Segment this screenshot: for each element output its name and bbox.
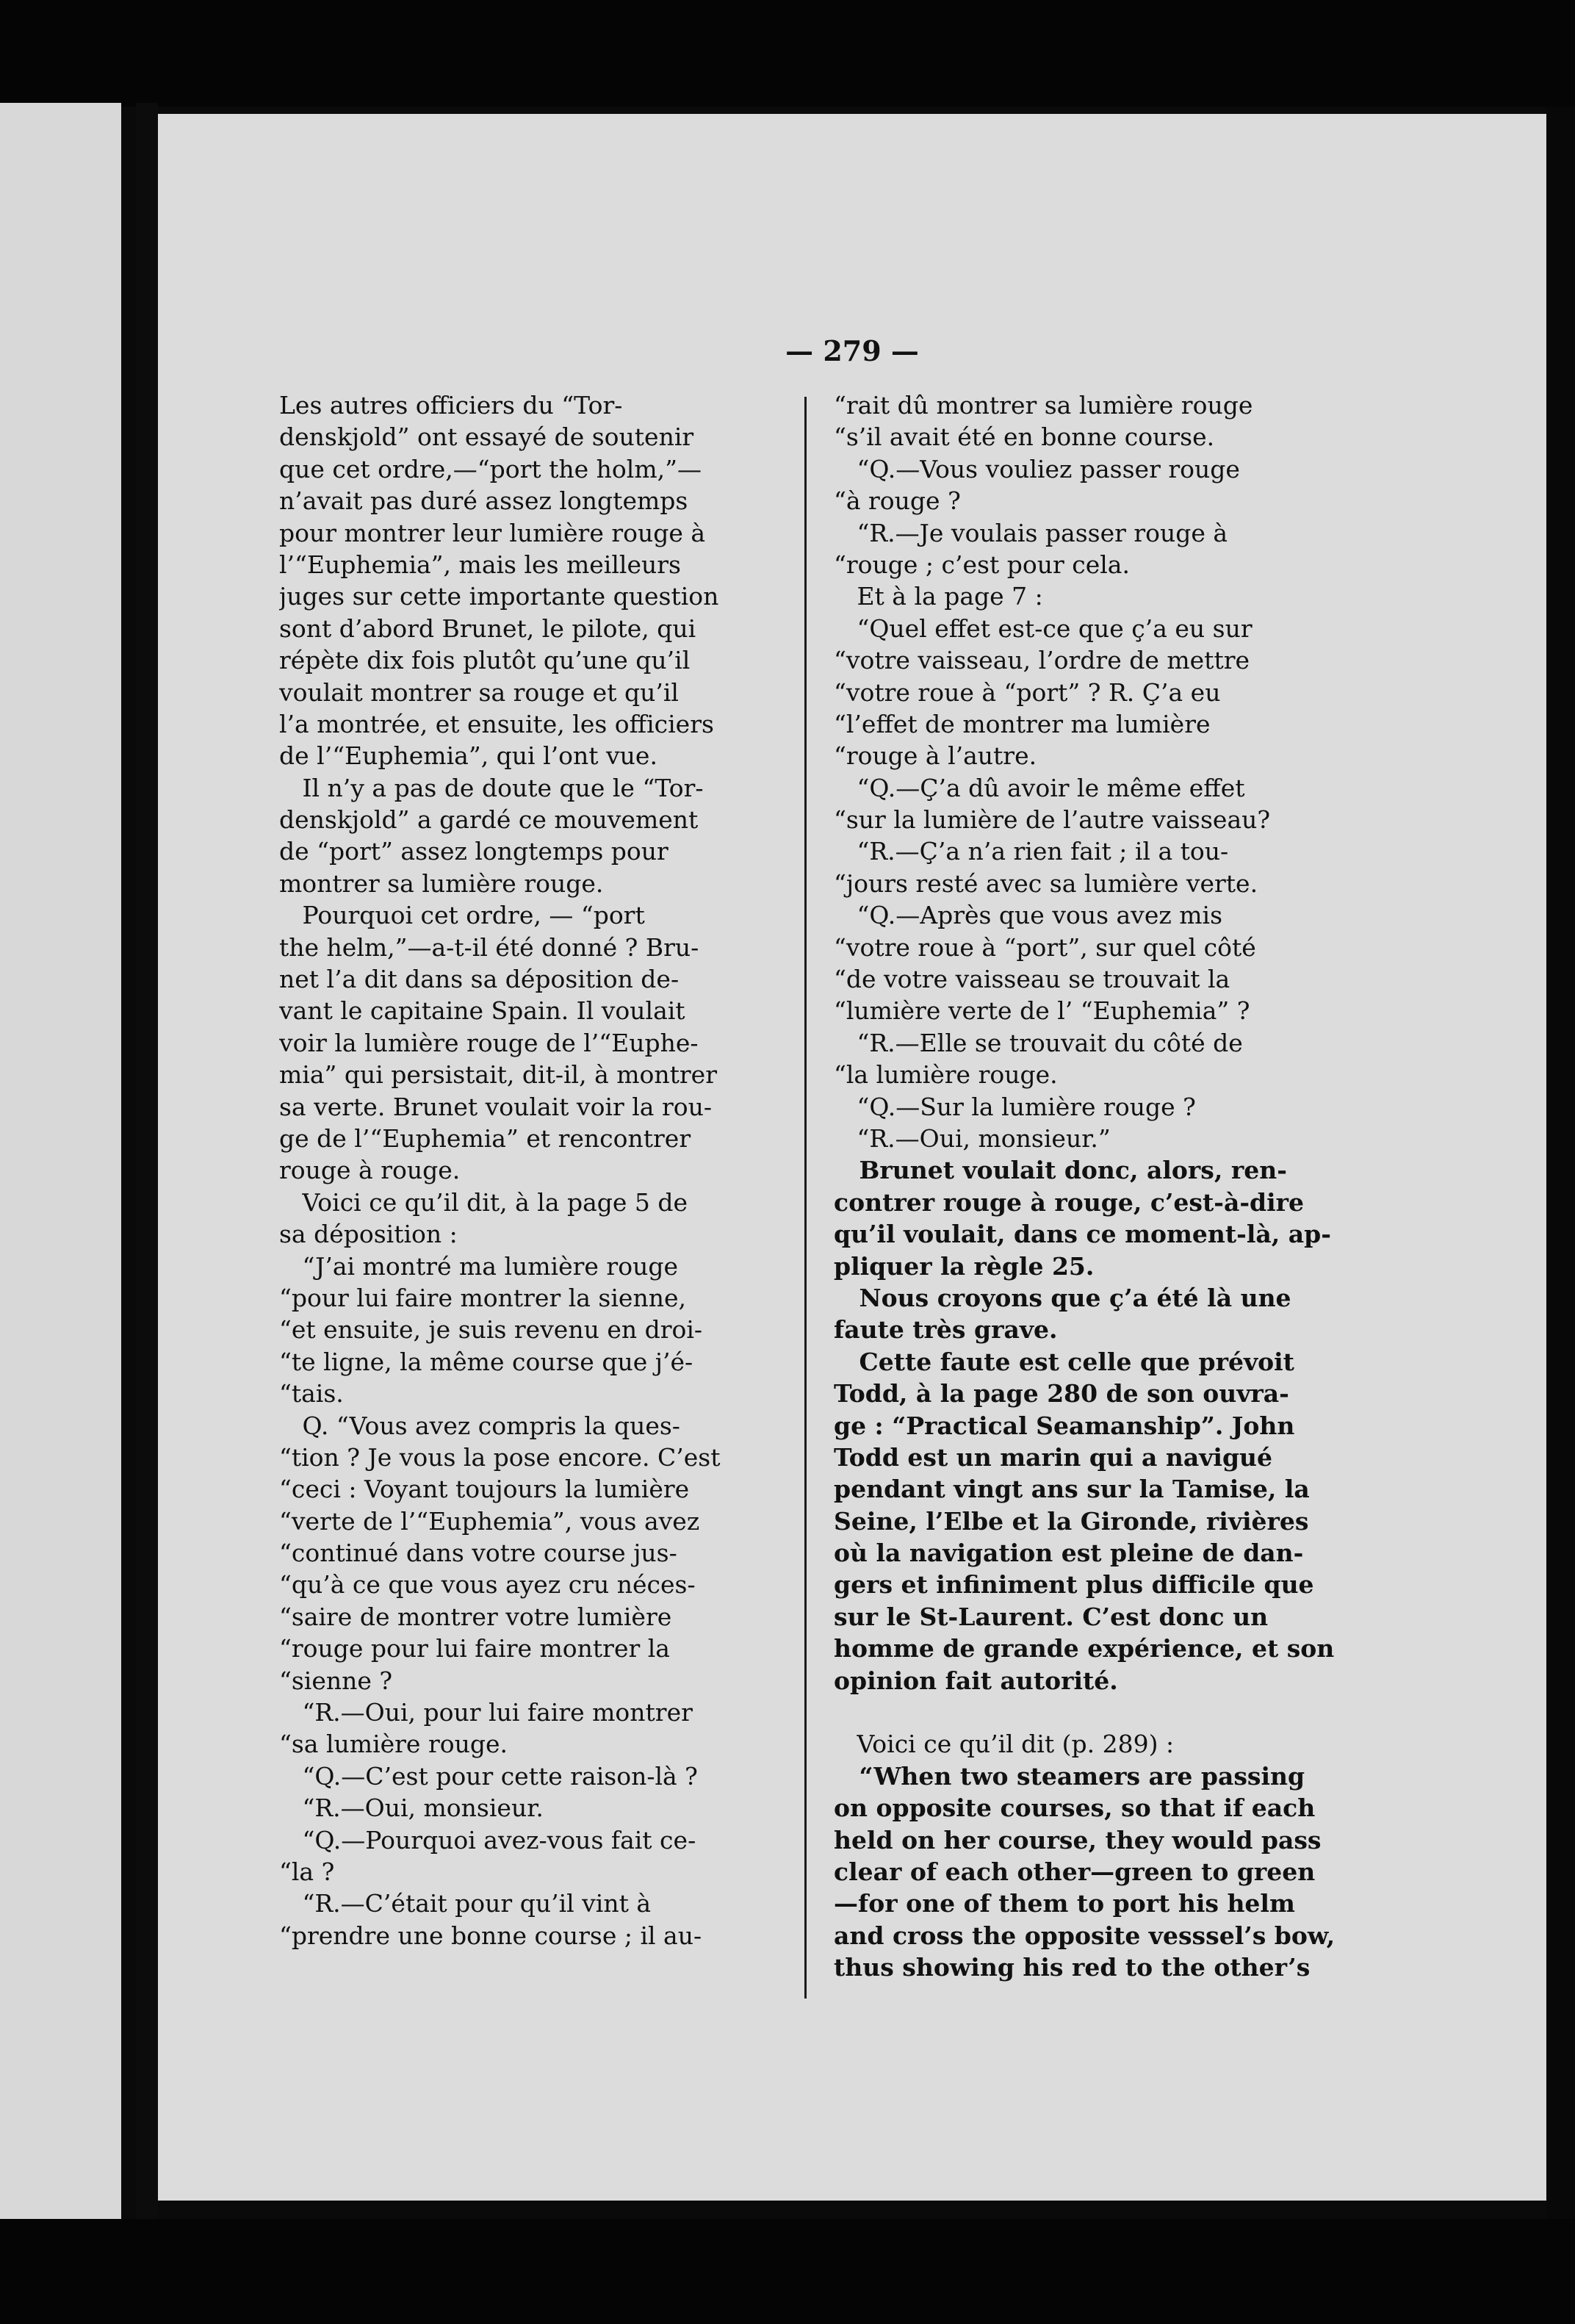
text-line: “tais. (279, 1379, 344, 1409)
text-line: “à rouge ? (834, 486, 961, 516)
text-line: “pour lui faire montrer la sienne, (279, 1283, 686, 1312)
text-line: —for one of them to port his helm (834, 1889, 1295, 1918)
text-line: “Q.—Ç’a dû avoir le même effet (834, 773, 1245, 802)
text-line: “saire de montrer votre lumière (279, 1602, 672, 1631)
text-line: “rouge à l’autre. (834, 741, 1037, 771)
text-line: clear of each other—green to green (834, 1857, 1316, 1886)
text-line: opinion fait autorité. (834, 1666, 1118, 1695)
text-line: pour montrer leur lumière rouge à (279, 518, 706, 547)
film-border-right (1546, 107, 1575, 2223)
text-line: montrer sa lumière rouge. (279, 868, 604, 898)
text-line: “Q.—Après que vous avez mis (834, 901, 1223, 930)
text-line: “R.—C’était pour qu’il vint à (279, 1889, 652, 1918)
text-line: sont d’abord Brunet, le pilote, qui (279, 614, 696, 643)
text-line: “votre vaisseau, l’ordre de mettre (834, 646, 1250, 675)
text-line: n’avait pas duré assez longtemps (279, 486, 688, 516)
text-line: vant le capitaine Spain. Il voulait (279, 996, 685, 1026)
film-border-bottom (0, 2219, 1575, 2324)
text-line: “tion ? Je vous la pose encore. C’est (279, 1442, 721, 1472)
text-line: Todd, à la page 280 de son ouvra- (834, 1379, 1289, 1409)
text-line: “continué dans votre course jus- (279, 1539, 677, 1568)
text-line: “votre roue à “port” ? R. Ç’a eu (834, 677, 1221, 707)
left-page-strip (0, 103, 121, 2219)
text-line: “de votre vaisseau se trouvait la (834, 965, 1230, 994)
text-line: Cette faute est celle que prévoit (834, 1347, 1294, 1376)
text-line: “sa lumière rouge. (279, 1730, 508, 1759)
text-line: où la navigation est pleine de dan- (834, 1539, 1304, 1568)
text-line: “R.—Oui, pour lui faire montrer (279, 1698, 693, 1727)
text-line: “R.—Oui, monsieur. (279, 1794, 544, 1823)
text-line: “Q.—C’est pour cette raison-là ? (279, 1761, 698, 1791)
text-line: “votre roue à “port”, sur quel côté (834, 932, 1256, 962)
text-line: pliquer la règle 25. (834, 1251, 1095, 1281)
right-text-column (834, 389, 1377, 1984)
text-line: Les autres officiers du “Tor- (279, 391, 623, 420)
text-line: Seine, l’Elbe et la Gironde, rivières (834, 1506, 1309, 1536)
text-line: “Quel effet est-ce que ç’a eu sur (834, 614, 1253, 643)
text-line: Voici ce qu’il dit, à la page 5 de (279, 1187, 688, 1217)
film-border-top (0, 0, 1575, 107)
text-line (834, 1697, 1377, 1728)
text-line: on opposite courses, so that if each (834, 1794, 1316, 1823)
text-line: “rouge pour lui faire montrer la (279, 1634, 670, 1663)
text-line: thus showing his red to the other’s (834, 1953, 1311, 1982)
page-number: — 279 — (785, 334, 919, 367)
text-line: net l’a dit dans sa déposition de- (279, 965, 680, 994)
text-line: Brunet voulait donc, alors, ren- (834, 1156, 1287, 1185)
text-line: “rouge ; c’est pour cela. (834, 550, 1130, 579)
text-line: “J’ai montré ma lumière rouge (279, 1251, 678, 1281)
text-line: Pourquoi cet ordre, — “port (279, 901, 645, 930)
text-line: “la lumière rouge. (834, 1060, 1058, 1090)
text-line: qu’il voulait, dans ce moment-là, ap- (834, 1220, 1331, 1249)
text-line: voulait montrer sa rouge et qu’il (279, 677, 679, 707)
text-line: “prendre une bonne course ; il au- (279, 1921, 702, 1950)
text-line: “R.—Elle se trouvait du côté de (834, 1028, 1243, 1057)
text-line: “sur la lumière de l’autre vaisseau? (834, 805, 1271, 835)
text-line: “verte de l’“Euphemia”, vous avez (279, 1506, 700, 1536)
text-line: the helm,”—a-t-il été donné ? Bru- (279, 932, 699, 962)
text-line: ge : “Practical Seamanship”. John (834, 1411, 1295, 1440)
text-line: denskjold” ont essayé de soutenir (279, 422, 694, 452)
text-line: “R.—Je voulais passer rouge à (834, 518, 1228, 547)
text-line: l’a montrée, et ensuite, les officiers (279, 709, 714, 738)
text-line: répète dix fois plutôt qu’une qu’il (279, 646, 691, 675)
text-line: and cross the opposite vesssel’s bow, (834, 1921, 1336, 1950)
text-line: Nous croyons que ç’a été là une (834, 1283, 1291, 1312)
text-line: sa déposition : (279, 1220, 458, 1249)
text-line: denskjold” a gardé ce mouvement (279, 805, 699, 835)
text-line: pendant vingt ans sur la Tamise, la (834, 1475, 1310, 1504)
text-line: “When two steamers are passing (834, 1761, 1305, 1791)
text-line: contrer rouge à rouge, c’est-à-dire (834, 1187, 1305, 1217)
text-line: “jours resté avec sa lumière verte. (834, 868, 1258, 898)
text-line: sa verte. Brunet voulait voir la rou- (279, 1092, 713, 1121)
text-line: juges sur cette importante question (279, 582, 719, 611)
text-line: “rait dû montrer sa lumière rouge (834, 391, 1253, 420)
text-line: mia” qui persistait, dit-il, à montrer (279, 1060, 717, 1090)
text-line: de l’“Euphemia”, qui l’ont vue. (279, 741, 657, 771)
text-line: homme de grande expérience, et son (834, 1634, 1335, 1663)
text-line: “la ? (279, 1857, 335, 1886)
text-line: “s’il avait été en bonne course. (834, 422, 1215, 452)
text-line: faute très grave. (834, 1315, 1058, 1345)
text-line: “R.—Oui, monsieur.” (834, 1123, 1111, 1153)
text-line: ge de l’“Euphemia” et rencontrer (279, 1123, 691, 1153)
text-line: sur le St-Laurent. C’est donc un (834, 1602, 1269, 1631)
text-line: “l’effet de montrer ma lumière (834, 709, 1211, 738)
book-spine-shadow (136, 103, 158, 2219)
text-line: Q. “Vous avez compris la ques- (279, 1411, 680, 1440)
text-line: voir la lumière rouge de l’“Euphe- (279, 1028, 699, 1057)
text-line: Voici ce qu’il dit (p. 289) : (834, 1730, 1175, 1759)
text-line: held on her course, they would pass (834, 1825, 1322, 1854)
text-line: “R.—Ç’a n’a rien fait ; il a tou- (834, 837, 1229, 866)
text-line: “Q.—Sur la lumière rouge ? (834, 1092, 1196, 1121)
text-line: “sienne ? (279, 1666, 393, 1695)
text-line: rouge à rouge. (279, 1156, 461, 1185)
text-line: Il n’y a pas de doute que le “Tor- (279, 773, 704, 802)
text-line: que cet ordre,—“port the holm,”— (279, 454, 702, 483)
book-page (158, 114, 1546, 2201)
text-line: “Q.—Pourquoi avez-vous fait ce- (279, 1825, 696, 1854)
text-line: Et à la page 7 : (834, 582, 1043, 611)
text-line: “Q.—Vous vouliez passer rouge (834, 454, 1240, 483)
text-line: l’“Euphemia”, mais les meilleurs (279, 550, 681, 579)
text-line: “qu’à ce que vous ayez cru néces- (279, 1570, 696, 1600)
text-line: de “port” assez longtemps pour (279, 837, 668, 866)
text-line: Todd est un marin qui a navigué (834, 1442, 1273, 1472)
text-line: “te ligne, la même course que j’é- (279, 1347, 693, 1376)
text-line: “ceci : Voyant toujours la lumière (279, 1475, 690, 1504)
left-text-column (279, 389, 812, 1951)
text-line: gers et infiniment plus difficile que (834, 1570, 1314, 1600)
text-line: “lumière verte de l’ “Euphemia” ? (834, 996, 1250, 1026)
text-line: “et ensuite, je suis revenu en droi- (279, 1315, 703, 1345)
